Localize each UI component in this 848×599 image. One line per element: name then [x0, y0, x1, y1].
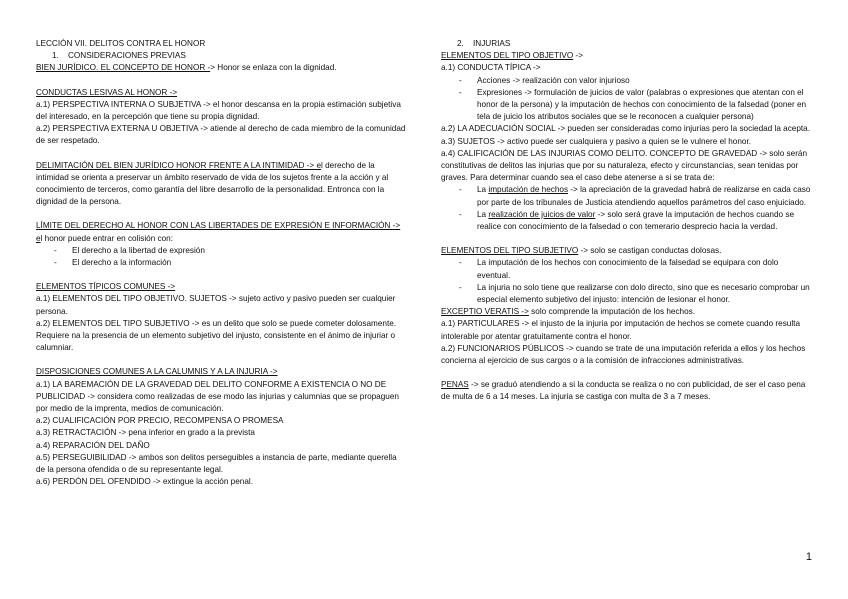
left-column	[36, 38, 408, 489]
list-item: - La imputación de los hechos con conocimiento de la falsedad se equipara con dolo eventual.	[477, 257, 813, 281]
section-1-heading	[36, 50, 408, 62]
item-text: -> solo será grave la imputación de hechos cuando se realice con conocimiento de la falsedad o con temerario desprecio hacia la verdad.	[477, 209, 795, 232]
calificacion-list	[441, 184, 813, 233]
elementos-objetivo-arrow: ->	[573, 51, 584, 61]
penas-paragraph	[441, 379, 813, 403]
perspectiva-interna: a.1) PERSPECTIVA INTERNA O SUBJETIVA -> el honor descansa en la propia estimación subjetiva del interesado, en la percepción que tiene su propia dignidad.	[36, 99, 401, 122]
elementos-objetivo-paragraph	[441, 50, 813, 62]
bien-juridico-text: > Honor se enlaza con la dignidad.	[210, 63, 337, 73]
delimitacion-heading: DELIMITACIÓN DEL BIEN JURÍDICO HONOR FRENTE A LA INTIMIDAD -> e	[36, 160, 322, 170]
exceptio-text: solo comprende la imputación de los hechos.	[528, 307, 696, 317]
disposiciones-heading: DISPOSICIONES COMUNES A LA CALUMNIS Y A LA INJURIA ->	[36, 367, 278, 377]
elementos-objetivo-heading: ELEMENTOS DEL TIPO OBJETIVO	[441, 51, 574, 61]
list-item: - La injuria no solo tiene que realizarse con dolo directo, sino que es necesario comprobar un especial elemento subjetivo del injusto: intención de lesionar el honor.	[477, 282, 813, 306]
elementos-tipo-objetivo: a.1) ELEMENTOS DEL TIPO OBJETIVO. SUJETOS -> sujeto activo y pasivo pueden ser cualquier persona.	[36, 294, 396, 316]
item-prefix: La	[477, 209, 489, 219]
disposicion-item: a.6) PERDÓN DEL OFENDIDO -> extingue la acción penal.	[36, 477, 253, 487]
exceptio-paragraph	[441, 306, 813, 318]
disposicion-item: a.1) LA BAREMACIÓN DE LA GRAVEDAD DEL DELITO CONFORME A EXISTENCIA O NO DE PUBLICIDAD -> considera como realizadas de ese modo las injurias y calumnias que se propaguen por medio de la imprenta, medios de comunicación.	[36, 379, 399, 414]
item-underlined: realización de juicios de valor	[488, 209, 596, 219]
elementos-comunes-heading: ELEMENTOS TÍPICOS COMUNES ->	[36, 282, 176, 292]
bien-juridico-paragraph	[36, 62, 408, 74]
limite-paragraph	[36, 220, 408, 244]
list-item: - El derecho a la libertad de expresión	[72, 245, 408, 257]
funcionarios: a.2) FUNCIONARIOS PÚBLICOS -> cuando se trate de una imputación referida a ellos y los hechos concierna al ejercicio de sus cargos o a la comisión de infracciones administrativas.	[441, 343, 806, 366]
conductas-heading: CONDUCTAS LESIVAS AL HONOR ->	[36, 87, 178, 97]
sujetos: a.3) SUJETOS -> activo puede ser cualquiera y pasivo a quien se le vulnere el honor.	[441, 136, 752, 146]
list-item	[477, 184, 813, 208]
section-2-heading	[441, 38, 813, 50]
disposicion-item: a.4) REPARACIÓN DEL DAÑO	[36, 440, 150, 450]
bien-juridico-heading: BIEN JURÍDICO. EL CONCEPTO DE HONOR -	[36, 63, 211, 73]
lesson-title: LECCIÓN VII. DELITOS CONTRA EL HONOR	[36, 39, 206, 48]
list-item: - Acciones -> realización con valor injurioso	[477, 75, 813, 87]
section-2-title: INJURIAS	[473, 39, 511, 48]
right-column	[441, 38, 813, 404]
subjetivo-list	[441, 257, 813, 306]
elementos-tipo-subjetivo: a.2) ELEMENTOS DEL TIPO SUBJETIVO -> es un delito que solo se puede cometer dolosamente. Requiere na la presencia de un elemento subjetivo del injusto, consistente en el ánimo de injuriar o calumniar.	[36, 318, 397, 353]
conducta-tipica: a.1) CONDUCTA TÍPICA ->	[441, 63, 541, 73]
limite-text: l honor puede entrar en colisión con:	[40, 233, 174, 243]
limite-heading: LÍMITE DEL DERECHO AL HONOR CON LAS LIBERTADES DE EXPRESIÓN E INFORMACIÓN -> e	[36, 221, 401, 243]
calificacion: a.4) CALIFICACIÓN DE LAS INJURIAS COMO DELITO. CONCEPTO DE GRAVEDAD -> solo serán constitutivas de delitos las injurias que por su naturaleza, efecto y circunstancias, sean tenidas por graves. Para determinar cuando sea el caso debe atenerse a si se trata de:	[441, 148, 808, 183]
section-1-number: 1.	[52, 51, 59, 61]
elementos-subjetivo-paragraph	[441, 245, 813, 257]
penas-text: -> se graduó atendiendo a si la conducta se realiza o no con publicidad, de ser el caso pena de multa de 6 a 14 meses. La injuria se castiga con multa de 3 a 7 meses.	[441, 380, 806, 402]
conducta-list	[441, 75, 813, 124]
disposicion-item: a.2) CUALIFICACIÓN POR PRECIO, RECOMPENSA O PROMESA	[36, 416, 284, 426]
limite-list	[36, 245, 408, 269]
list-item	[477, 209, 813, 233]
delimitacion-text: l derecho de la intimidad se orienta a preservar un ámbito reservado de vida de los sujetos frente a la acción y al conocimiento de terceros, como garantía del libre desarrollo de la personalidad. Entronca con la dignidad de la persona.	[36, 160, 389, 207]
exceptio-heading: EXCEPTIO VERATIS ->	[441, 307, 529, 317]
perspectiva-externa: a.2) PERSPECTIVA EXTERNA U OBJETIVA -> atiende al derecho de cada miembro de la comunidad de ser respetado.	[36, 124, 406, 146]
list-item: - Expresiones -> formulación de juicios de valor (palabras o expresiones que atentan con el honor de la persona) y la imputación de hechos con conocimiento de la falsedad (poner en tela de juicio los atributos sociales que se le reconocen a cualquier persona)	[477, 87, 813, 124]
item-underlined: imputación de hechos	[488, 185, 569, 195]
elementos-subjetivo-text: -> solo se castigan conductas dolosas.	[578, 246, 722, 256]
disposicion-item: a.3) RETRACTACIÓN -> pena inferior en grado a la prevista	[36, 428, 255, 438]
list-item: - El derecho a la información	[72, 257, 408, 269]
particulares: a.1) PARTICULARES -> el injusto de la injuria por imputación de hechos se comete cuando resulta intolerable por atentar gratuitamente contra el honor.	[441, 319, 800, 341]
item-text: -> la apreciación de la gravedad habrá de realizarse en cada caso por parte de los tribunales de Justicia atendiendo aquellos parámetros del caso enjuiciado.	[477, 185, 811, 207]
item-prefix: La	[477, 185, 489, 195]
section-1-title: CONSIDERACIONES PREVIAS	[68, 51, 186, 61]
disposicion-item: a.5) PERSEGUIBILIDAD -> ambos son delitos perseguibles a instancia de parte, mediante querella de la persona ofendida o de su representante legal.	[36, 452, 397, 475]
penas-heading: PENAS	[441, 380, 469, 390]
section-2-number: 2.	[457, 39, 464, 48]
page-number: 1	[805, 551, 812, 563]
adecuacion-social: a.2) LA ADECUACIÓN SOCIAL -> pueden ser consideradas como injurias pero la sociedad la acepta.	[441, 124, 811, 134]
elementos-subjetivo-heading: ELEMENTOS DEL TIPO SUBJETIVO	[441, 246, 579, 256]
delimitacion-paragraph	[36, 160, 408, 209]
